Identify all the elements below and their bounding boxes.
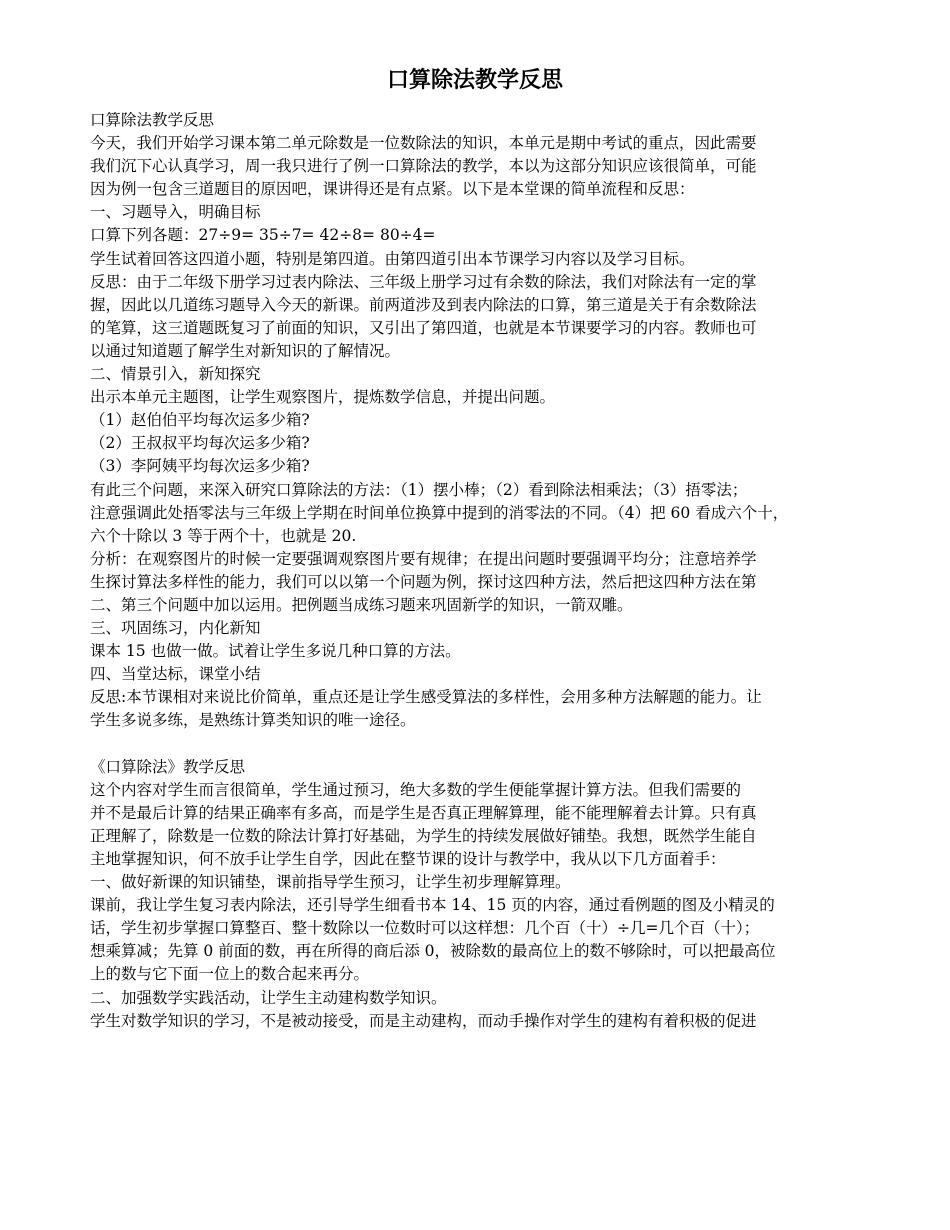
text-line: 六个十除以 3 等于两个十，也就是 20. [90, 526, 357, 545]
text-line: 生探讨算法多样性的能力，我们可以以第一个问题为例，探讨这四种方法，然后把这四种方法在第 [90, 572, 757, 591]
text-line: 二、加强数学实践活动，让学生主动建构数学知识。 [90, 988, 447, 1007]
text-line: 课本 15 也做一做。试着让学生多说几种口算的方法。 [90, 642, 461, 661]
text-line: 想乘算减；先算 0 前面的数，再在所得的商后添 0，被除数的最高位上的数不够除时，可以把最高位 [90, 942, 776, 961]
text-line: 学生对数学知识的学习，不是被动接受，而是主动建构，而动手操作对学生的建构有着积极的促进 [90, 1011, 757, 1030]
text-line: 握，因此以几道练习题导入今天的新课。前两道涉及到表内除法的口算，第三道是关于有余数除法 [90, 295, 757, 314]
text-line: 反思：由于二年级下册学习过表内除法、三年级上册学习过有余数的除法，我们对除法有一定的掌 [90, 272, 757, 291]
text-line: 因为例一包含三道题目的原因吧，课讲得还是有点紧。以下是本堂课的简单流程和反思： [90, 180, 695, 199]
text-line: 并不是最后计算的结果正确率有多高，而是学生是否真正理解算理，能不能理解着去计算。只有真 [90, 803, 757, 822]
text-line: 注意强调此处捂零法与三年级上学期在时间单位换算中提到的消零法的不同。（4）把 60 看成六个十， [90, 503, 789, 522]
text-line: （1）赵伯伯平均每次运多少箱? [90, 411, 310, 430]
text-line: 以通过知道题了解学生对新知识的了解情况。 [90, 341, 401, 360]
text-line: 二、情景引入，新知探究 [90, 365, 261, 384]
text-line: 四、当堂达标，课堂小结 [90, 665, 261, 684]
document-title: 口算除法教学反思 [386, 67, 563, 93]
text-line: 课前，我让学生复习表内除法，还引导学生细看书本 14、15 页的内容，通过看例题的图及小精灵的 [90, 896, 775, 915]
text-line: 我们沉下心认真学习，周一我只进行了例一口算除法的教学，本以为这部分知识应该很简单，可能 [90, 157, 757, 176]
document-body [90, 109, 920, 1033]
text-line: 分析：在观察图片的时候一定要强调观察图片要有规律；在提出问题时要强调平均分；注意培养学 [90, 549, 757, 568]
text-line: 上的数与它下面一位上的数合起来再分。 [90, 965, 370, 984]
text-line: 学生多说多练，是熟练计算类知识的唯一途径。 [90, 711, 416, 730]
text-line: 一、做好新课的知识铺垫，课前指导学生预习，让学生初步理解算理。 [90, 873, 571, 892]
text-line: 这个内容对学生而言很简单，学生通过预习，绝大多数的学生便能掌握计算方法。但我们需要的 [90, 780, 742, 799]
text-line: 主地掌握知识，何不放手让学生自学，因此在整节课的设计与教学中，我从以下几方面着手： [90, 850, 726, 868]
text-line: （2）王叔叔平均每次运多少箱? [90, 434, 310, 453]
text-line: 有此三个问题，来深入研究口算除法的方法：（1）摆小棒；（2）看到除法相乘法；（3）捂零法； [90, 480, 748, 499]
text-line: 话，学生初步掌握口算整百、整十数除以一位数时可以这样想：几个百（十）÷几=几个百（十）； [90, 919, 760, 938]
text-line: 口算除法教学反思 [90, 111, 215, 129]
text-line: 口算下列各题：27÷9= 35÷7= 42÷8= 80÷4= [90, 226, 436, 245]
blank-line [90, 733, 920, 756]
text-line: 反思:本节课相对来说比价简单，重点还是让学生感受算法的多样性，会用多种方法解题的能力。让 [90, 688, 762, 707]
text-line: 二、第三个问题中加以运用。把例题当成练习题来巩固新学的知识，一箭双雕。 [90, 595, 633, 614]
text-line: 的笔算，这三道题既复习了前面的知识，又引出了第四道，也就是本节课要学习的内容。教师也可 [90, 318, 757, 337]
text-line: 今天，我们开始学习课本第二单元除数是一位数除法的知识，本单元是期中考试的重点，因此需要 [90, 134, 757, 153]
text-line: 三、巩固练习，内化新知 [90, 619, 261, 638]
text-line: 出示本单元主题图，让学生观察图片，提炼数学信息，并提出问题。 [90, 388, 556, 407]
text-line: 《口算除法》教学反思 [90, 757, 246, 776]
text-line: 正理解了，除数是一位数的除法计算打好基础，为学生的持续发展做好铺垫。我想，既然学生能自 [90, 826, 757, 845]
text-line: （3）李阿姨平均每次运多少箱? [90, 457, 310, 476]
text-line: 一、习题导入，明确目标 [90, 203, 261, 222]
text-line: 学生试着回答这四道小题，特别是第四道。由第四道引出本节课学习内容以及学习目标。 [90, 249, 695, 268]
